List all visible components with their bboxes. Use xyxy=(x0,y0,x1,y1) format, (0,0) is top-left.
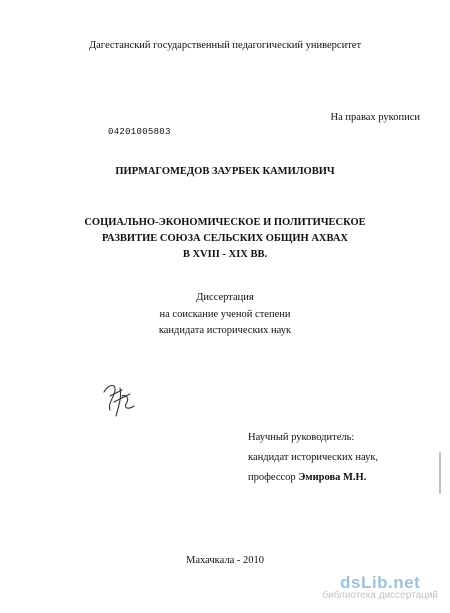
city-year: Махачкала - 2010 xyxy=(186,555,264,566)
scan-edge-mark xyxy=(438,452,442,494)
title-line: РАЗВИТИЕ СОЮЗА СЕЛЬСКИХ ОБЩИН АХВАХ xyxy=(101,233,349,244)
degree-line: кандидата исторических наук xyxy=(158,325,292,336)
university-name: Дагестанский государственный педагогический университет xyxy=(88,40,362,51)
dslib-watermark[interactable] xyxy=(322,573,438,601)
document-id: 04201005803 xyxy=(108,127,171,137)
supervisor-rank-name xyxy=(248,468,378,488)
degree-line: на соискание ученой степени xyxy=(159,308,291,320)
degree-statement xyxy=(0,290,450,340)
dslib-logo: dsLib.net xyxy=(340,573,421,592)
title-line: СОЦИАЛЬНО-ЭКОНОМИЧЕСКОЕ И ПОЛИТИЧЕСКОЕ xyxy=(84,217,366,228)
supervisor-block xyxy=(248,428,378,488)
manuscript-rights-note: На правах рукописи xyxy=(330,112,420,123)
dslib-tagline: библиотека диссертаций xyxy=(322,590,438,601)
supervisor-rank: профессор xyxy=(248,472,296,483)
author-name: ПИРМАГОМЕДОВ ЗАУРБЕК КАМИЛОВИЧ xyxy=(115,166,335,177)
signature-icon xyxy=(100,378,140,420)
title-line: В XVIII - XIX ВВ. xyxy=(182,249,268,260)
supervisor-degree: кандидат исторических наук, xyxy=(248,452,379,463)
degree-line: Диссертация xyxy=(196,292,254,303)
supervisor-name: Эмирова М.Н. xyxy=(298,472,367,483)
supervisor-label: Научный руководитель: xyxy=(248,432,355,443)
dissertation-title xyxy=(0,215,450,263)
